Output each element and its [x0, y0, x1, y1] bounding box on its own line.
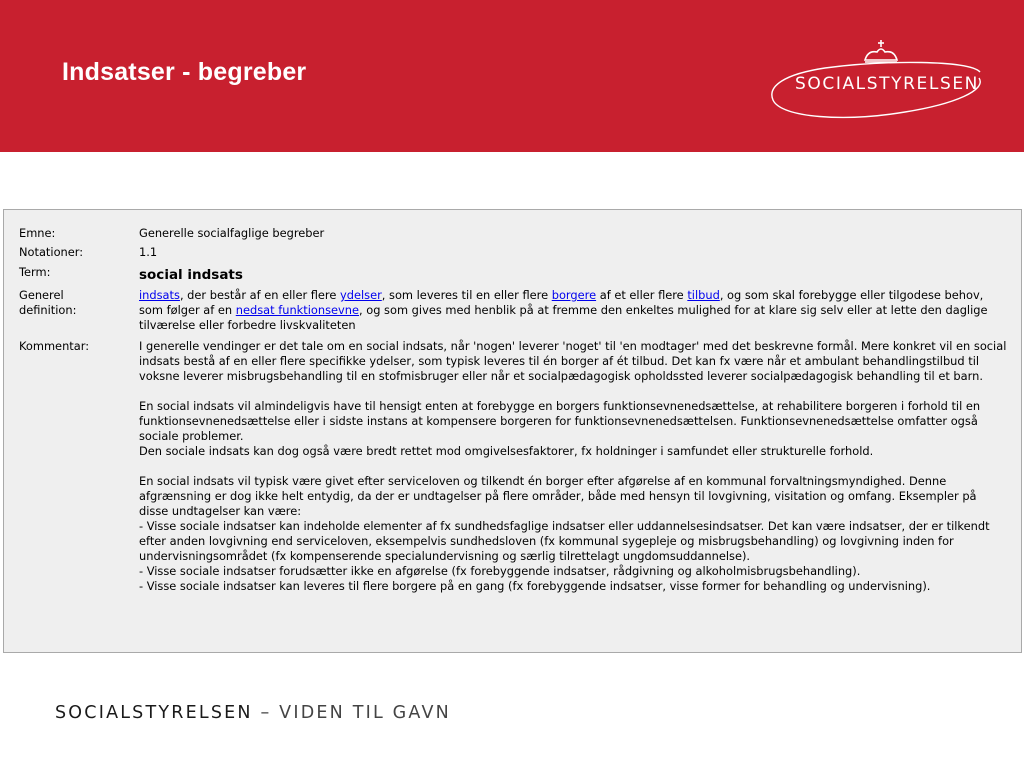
- socialstyrelsen-logo: [765, 38, 995, 128]
- crown-icon: [865, 40, 897, 62]
- emne-label: Emne:: [19, 226, 56, 240]
- link-nedsat-funktionsevne[interactable]: nedsat funktionsevne: [235, 303, 359, 317]
- definition-text-1: , der består af en eller flere: [179, 288, 340, 302]
- slide-title: Indsatser - begreber: [62, 58, 307, 86]
- link-tilbud[interactable]: tilbud: [687, 288, 720, 302]
- logo-wordmark: SOCIALSTYRELSEN: [795, 74, 979, 94]
- kommentar-label: Kommentar:: [19, 339, 90, 353]
- kommentar-paragraph-2b: Den sociale indsats kan dog også være bredt rettet mod omgivelsesfaktorer, fx holdninger i samfundet eller strukturelle forhold.: [139, 444, 874, 458]
- definition-text-5: , og som gives med henblik på at fremme den enkeltes mulighed for at klare sig selv eller at lette den daglige tilværelse eller forbedre livskvaliteten: [139, 303, 988, 332]
- concept-record-panel: [3, 209, 1022, 653]
- definition-text-3: af et eller flere: [596, 288, 688, 302]
- link-indsats[interactable]: indsats: [139, 288, 180, 302]
- emne-value: Generelle socialfaglige begreber: [139, 226, 325, 240]
- kommentar-paragraph-3a: En social indsats vil typisk være givet efter serviceloven og tilkendt én borger efter afgørelse af en kommunal forvaltningsmyndighed. Denne afgrænsning er dog ikke helt entydig, da der er undtagelser på flere områder, både med hensyn til lovgivning, visitation og omfang. Eksempler på disse undtagelser kan være:: [139, 474, 977, 518]
- kommentar-paragraph-2a: En social indsats vil almindeligvis have til hensigt enten at forebygge en borgers funktionsevnenedsættelse, at rehabilitere borgeren i forhold til en funktionsevnenedsættelse eller i sidste instans at kompensere borgeren for funktionsevnenedsættelsen. Funktionsevnenedsættelse omfatter også sociale problemer.: [139, 399, 981, 443]
- kommentar-paragraph-1: I generelle vendinger er det tale om en social indsats, når 'nogen' leverer 'noget' til 'en modtager' med det beskrevne formål. Mere konkret vil en social indsats bestå af en eller flere specifikke ydelser, som typisk leveres til én borger af ét tilbud. Det kan fx være når et ambulant behandlingstilbud til voksne leverer misbrugsbehandling til en stofmisbruger eller når et socialpædagogisk opholdssted leverer socialpædagogisk behandling til et barn.: [139, 339, 1007, 383]
- kommentar-bullet-2: - Visse sociale indsatser forudsætter ikke en afgørelse (fx forebyggende indsatser, rådgivning og alkoholmisbrugsbehandling).: [139, 564, 861, 578]
- kommentar-paragraph-2: [139, 399, 1007, 459]
- notationer-label: Notationer:: [19, 245, 84, 259]
- definition-label: Generel definition:: [19, 288, 77, 317]
- kommentar-value: [139, 339, 1007, 594]
- kommentar-bullet-1: - Visse sociale indsatser kan indeholde elementer af fx sundhedsfaglige indsatser eller uddannelsesindsatser. Det kan være indsatser, der er tilkendt efter anden lovgivning end serviceloven, eksempelvis sundhedsloven (fx kommunal sygepleje og misbrugsbehandling) og lovgivning inden for undervisningsområdet (fx kompenserende specialundervisning og særlig tilrettelagt ungdomsuddannelse).: [139, 519, 990, 563]
- term-value: social indsats: [139, 267, 243, 283]
- kommentar-bullet-3: - Visse sociale indsatser kan leveres til flere borgere på en gang (fx forebyggende indsatser, visse former for behandling og undervisning).: [139, 579, 931, 593]
- definition-text-2: , som leveres til en eller flere: [381, 288, 552, 302]
- link-ydelser[interactable]: ydelser: [340, 288, 382, 302]
- footer-brand: SOCIALSTYRELSEN: [55, 703, 253, 723]
- term-label: Term:: [19, 265, 51, 279]
- kommentar-paragraph-3: [139, 474, 1007, 594]
- definition-text-4: , og som skal forebygge eller tilgodese behov, som følger af en: [139, 288, 984, 317]
- notationer-value: 1.1: [139, 245, 158, 259]
- footer-slogan: [55, 703, 451, 723]
- slide-header: [0, 0, 1024, 152]
- footer-tagline: – VIDEN TIL GAVN: [252, 703, 451, 723]
- link-borgere[interactable]: borgere: [551, 288, 597, 302]
- definition-value: [139, 288, 1007, 333]
